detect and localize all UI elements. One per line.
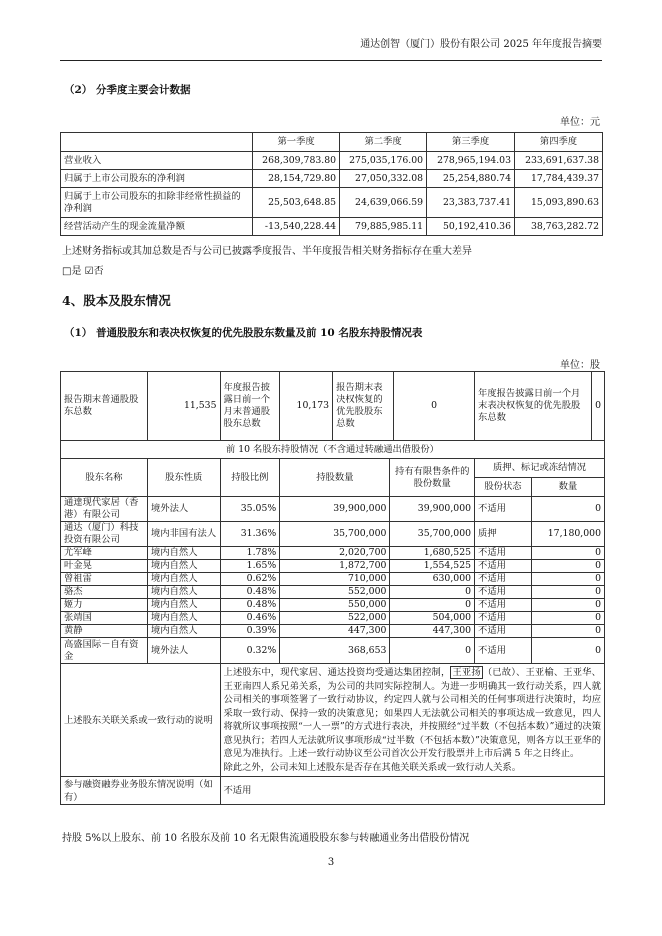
relation-row <box>61 664 605 777</box>
relation-p2: 除此之外，公司未知上述股东是否存在其他关联关系或一致行动人关系。 <box>223 761 522 773</box>
summary-value-4: 0 <box>595 400 601 411</box>
col-q2: 第二季度 <box>340 133 427 152</box>
cell-value: 79,885,985.11 <box>340 218 427 236</box>
sh-state: 质押 <box>475 522 532 547</box>
row-label: 营业收入 <box>61 152 253 170</box>
summary-label-1: 报告期末普通股股东总数 <box>61 372 148 441</box>
quarterly-choice: □是 ☑否 <box>62 266 104 277</box>
sh-ratio: 0.48% <box>220 586 280 599</box>
summary-pair-4 <box>475 372 605 441</box>
margin-value: 不适用 <box>220 777 605 805</box>
sh-amount: 0 <box>531 560 604 573</box>
section4-title: 4、股本及股东情况 <box>62 293 171 308</box>
quarterly-note: 上述财务指标或其加总数是否与公司已披露季度报告、半年度报告相关财务指标存在重大差异 <box>62 246 472 257</box>
sh-amount: 0 <box>531 586 604 599</box>
col-q1: 第一季度 <box>253 133 340 152</box>
section4-unit: 单位：股 <box>560 360 600 371</box>
summary-pair-3 <box>333 372 475 441</box>
top10-title: 前 10 名股东持股情况（不含通过转融通出借股份） <box>61 441 605 459</box>
sh-restricted: 630,000 <box>390 573 475 586</box>
sh-restricted: 1,680,525 <box>390 547 475 560</box>
table-row <box>61 638 605 664</box>
sh-name: 姬力 <box>61 599 148 612</box>
sh-nature: 境内自然人 <box>148 599 220 612</box>
margin-row <box>61 777 605 805</box>
table-row <box>61 497 605 522</box>
table-row <box>61 188 603 218</box>
page-header <box>60 30 602 61</box>
cell-value: 23,383,737.41 <box>427 188 515 218</box>
sh-ratio: 0.46% <box>220 612 280 625</box>
cell-value: 278,965,194.03 <box>427 152 515 170</box>
sh-ratio: 35.05% <box>220 497 280 522</box>
sh-state: 不适用 <box>475 586 532 599</box>
sh-nature: 境外法人 <box>148 638 220 664</box>
header-row-1 <box>61 459 605 478</box>
sh-ratio: 1.65% <box>220 560 280 573</box>
sh-restricted: 0 <box>390 586 475 599</box>
quarterly-corner <box>61 133 253 152</box>
sh-amount: 0 <box>531 547 604 560</box>
cell-value: 233,691,637.38 <box>515 152 603 170</box>
table-row <box>61 218 603 236</box>
col-q3: 第三季度 <box>427 133 515 152</box>
sh-nature: 境内自然人 <box>148 573 220 586</box>
footnote: 持股 5%以上股东、前 10 名股东及前 10 名无限售流通股股东参与转融通业务出借股份情况 <box>62 833 470 844</box>
section4-sub: （1） 普通股股东和表决权恢复的优先股股东数量及前 10 名股东持股情况表 <box>64 327 423 339</box>
sh-qty: 550,000 <box>280 599 390 612</box>
sh-amount: 0 <box>531 599 604 612</box>
cell-value: 38,763,282.72 <box>515 218 603 236</box>
sh-state: 不适用 <box>475 560 532 573</box>
sh-name: 黄静 <box>61 625 148 638</box>
table-row <box>61 547 605 560</box>
relation-highlight-name: 王亚扬 <box>452 667 481 678</box>
sh-nature: 境内自然人 <box>148 625 220 638</box>
table-row <box>61 612 605 625</box>
sh-name: 尤军峰 <box>61 547 148 560</box>
sh-qty: 368,653 <box>280 638 390 664</box>
relation-p1b: （已故）、王亚榆、王亚华、王亚南四人系兄弟关系，为公司的共同实际控制人。为进一步明确其一致行动关系，四人就公司相关的事项签署了一致行动协议，约定四人就与公司相关的任何事项进行决策时，均应采取一致行动、保持一致的决策意见；如果四人无法就公司相关的事项达成一致意见，四人将就所议事项按照“一人一票”的方式进行表决，并按照经“过半数（不包括本数）”通过的决策意见执行；若四人无法就所议事项形成“过半数（不包括本数）”决策意见，则各方以王亚华的意见为准执行。上述一致行动协议至公司首次公开发行股票并上市后满 5 年之日终止。 <box>223 667 601 759</box>
summary-label-2: 年度报告披露日前一个月末普通股股东总数 <box>220 372 280 441</box>
sh-nature: 境内自然人 <box>148 547 220 560</box>
sh-state: 不适用 <box>475 497 532 522</box>
sh-qty: 710,000 <box>280 573 390 586</box>
sh-ratio: 0.62% <box>220 573 280 586</box>
sh-amount: 0 <box>531 612 604 625</box>
sh-amount: 0 <box>531 625 604 638</box>
cell-value: 50,192,410.36 <box>427 218 515 236</box>
sh-name: 通達现代家居（香港）有限公司 <box>61 497 148 522</box>
summary-row <box>61 372 605 441</box>
cell-value: 25,503,648.85 <box>253 188 340 218</box>
sh-restricted: 447,300 <box>390 625 475 638</box>
table-row <box>61 170 603 188</box>
sh-amount: 0 <box>531 638 604 664</box>
sh-ratio: 0.39% <box>220 625 280 638</box>
sh-name: 曾祖雷 <box>61 573 148 586</box>
table-row <box>61 573 605 586</box>
sh-name: 高盛国际－自有资金 <box>61 638 148 664</box>
table-row <box>61 560 605 573</box>
summary-value-2: 10,173 <box>280 372 333 441</box>
sh-state: 不适用 <box>475 573 532 586</box>
cell-value: 268,309,783.80 <box>253 152 340 170</box>
sh-name: 骆杰 <box>61 586 148 599</box>
sh-restricted: 0 <box>390 638 475 664</box>
sh-qty: 35,700,000 <box>280 522 390 547</box>
sh-amount: 0 <box>531 573 604 586</box>
sh-nature: 境内自然人 <box>148 560 220 573</box>
table-row <box>61 625 605 638</box>
sh-qty: 552,000 <box>280 586 390 599</box>
cell-value: 17,784,439.37 <box>515 170 603 188</box>
sh-qty: 447,300 <box>280 625 390 638</box>
sh-nature: 境内非国有法人 <box>148 522 220 547</box>
relation-label: 上述股东关联关系或一致行动的说明 <box>61 664 221 777</box>
shareholder-table <box>60 371 605 805</box>
sh-state: 不适用 <box>475 625 532 638</box>
sh-nature: 境外法人 <box>148 497 220 522</box>
sh-nature: 境内自然人 <box>148 612 220 625</box>
relation-p1a: 上述股东中，现代家居、通达投资均受通达集团控制， <box>223 667 451 678</box>
sh-name: 张靖国 <box>61 612 148 625</box>
row-label: 归属于上市公司股东的扣除非经常性损益的净利润 <box>61 188 253 218</box>
cell-value: 15,093,890.63 <box>515 188 603 218</box>
hdr-amount: 数量 <box>531 478 604 497</box>
table-row <box>61 586 605 599</box>
cell-value: 27,050,332.08 <box>340 170 427 188</box>
quarterly-heading: （2） 分季度主要会计数据 <box>64 84 191 96</box>
hdr-pledge: 质押、标记或冻结情况 <box>475 459 605 478</box>
sh-qty: 39,900,000 <box>280 497 390 522</box>
hdr-nature: 股东性质 <box>148 459 220 497</box>
sh-state: 不适用 <box>475 638 532 664</box>
sh-ratio: 1.78% <box>220 547 280 560</box>
hdr-state: 股份状态 <box>475 478 532 497</box>
sh-state: 不适用 <box>475 612 532 625</box>
row-label: 经营活动产生的现金流量净额 <box>61 218 253 236</box>
hdr-name: 股东名称 <box>61 459 148 497</box>
sh-amount: 17,180,000 <box>531 522 604 547</box>
quarterly-header-row <box>61 133 603 152</box>
sh-state: 不适用 <box>475 547 532 560</box>
sh-restricted: 504,000 <box>390 612 475 625</box>
sh-state: 不适用 <box>475 599 532 612</box>
sh-amount: 0 <box>531 497 604 522</box>
sh-restricted: 39,900,000 <box>390 497 475 522</box>
summary-value-3: 0 <box>431 400 437 411</box>
table-row <box>61 599 605 612</box>
sh-ratio: 0.48% <box>220 599 280 612</box>
hdr-ratio: 持股比例 <box>220 459 280 497</box>
table-row <box>61 522 605 547</box>
row-label: 归属于上市公司股东的净利润 <box>61 170 253 188</box>
sh-qty: 2,020,700 <box>280 547 390 560</box>
cell-value: 24,639,066.59 <box>340 188 427 218</box>
sh-ratio: 31.36% <box>220 522 280 547</box>
cell-value: 25,254,880.74 <box>427 170 515 188</box>
quarterly-unit: 单位：元 <box>560 117 600 128</box>
sh-name: 通达（厦门）科技投资有限公司 <box>61 522 148 547</box>
top10-title-row <box>61 441 605 459</box>
margin-label: 参与融资融券业务股东情况说明（如有） <box>61 777 221 805</box>
hdr-qty: 持股数量 <box>280 459 390 497</box>
cell-value: 275,035,176.00 <box>340 152 427 170</box>
summary-label-4: 年度报告披露日前一个月末表决权恢复的优先股股东总数 <box>475 372 592 440</box>
page-number: 3 <box>327 857 335 868</box>
hdr-restricted: 持有有限售条件的股份数量 <box>390 459 475 497</box>
sh-restricted: 1,554,525 <box>390 560 475 573</box>
sh-restricted: 0 <box>390 599 475 612</box>
header-title: 通达创智（厦门）股份有限公司 2025 年年度报告摘要 <box>360 39 602 50</box>
sh-restricted: 35,700,000 <box>390 522 475 547</box>
sh-ratio: 0.32% <box>220 638 280 664</box>
relation-text <box>220 664 605 777</box>
sh-qty: 1,872,700 <box>280 560 390 573</box>
sh-qty: 522,000 <box>280 612 390 625</box>
quarterly-table <box>60 132 603 236</box>
summary-value-1: 11,535 <box>148 372 220 441</box>
sh-nature: 境内自然人 <box>148 586 220 599</box>
cell-value: 28,154,729.80 <box>253 170 340 188</box>
sh-name: 叶金晃 <box>61 560 148 573</box>
col-q4: 第四季度 <box>515 133 603 152</box>
cell-value: -13,540,228.44 <box>253 218 340 236</box>
summary-label-3: 报告期末表决权恢复的优先股股东总数 <box>333 372 394 440</box>
table-row <box>61 152 603 170</box>
